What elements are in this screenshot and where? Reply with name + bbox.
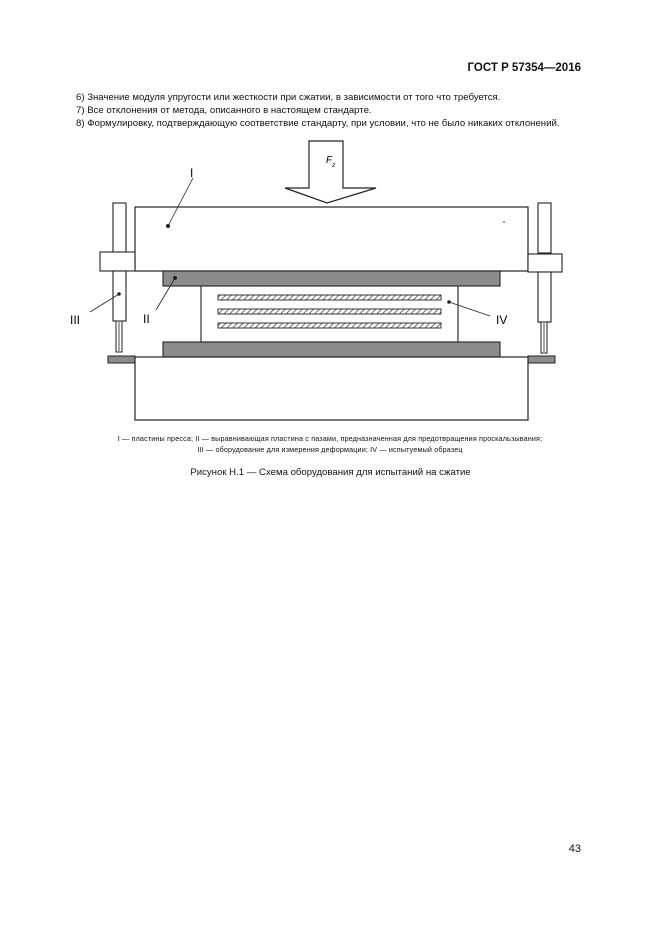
force-arrow xyxy=(285,141,376,203)
label-I: I xyxy=(190,166,194,180)
specimen-layer xyxy=(218,309,441,314)
label-III: III xyxy=(70,313,81,327)
document-header: ГОСТ Р 57354—2016 xyxy=(467,62,581,74)
list-item: 6) Значение модуля упругости или жесткости при сжатии, в зависимости от того что требуется. xyxy=(76,92,501,103)
legend-line: I — пластины пресса; II — выравнивающая пластина с пазами, предназначенная для предотвращения проскальзывания; xyxy=(117,434,543,443)
specimen-layer xyxy=(218,323,441,328)
figure-legend xyxy=(60,434,600,455)
right-base-strip xyxy=(528,356,555,363)
left-gauge-body xyxy=(113,271,126,321)
left-guide-rod xyxy=(113,203,126,253)
list-item: 8) Формулировку, подтверждающую соответствие стандарту, при условии, что не было никаких отклонений. xyxy=(76,118,560,129)
page-number: 43 xyxy=(568,843,581,855)
figure-caption: Рисунок Н.1 — Схема оборудования для испытаний на сжатие xyxy=(190,467,471,478)
left-base-strip xyxy=(108,356,135,363)
label-IV: IV xyxy=(496,313,508,327)
label-II: II xyxy=(143,312,150,326)
right-guide-rod xyxy=(538,203,551,253)
force-label: $F_z$ xyxy=(326,155,336,169)
left-clamp xyxy=(100,252,135,271)
upper-plate-dot xyxy=(503,221,505,223)
lower-grooved-plate xyxy=(163,342,500,357)
lower-press-plate xyxy=(135,357,528,420)
upper-press-plate xyxy=(135,207,528,271)
list-item: 7) Все отклонения от метода, описанного в настоящем стандарте. xyxy=(76,105,372,116)
requirements-list xyxy=(76,91,559,130)
upper-grooved-plate xyxy=(163,271,500,286)
right-clamp xyxy=(528,254,562,272)
right-gauge-body xyxy=(538,272,551,322)
specimen-layer xyxy=(218,295,441,300)
legend-line: III — оборудование для измерения деформации; IV — испытуемый образец xyxy=(197,444,463,454)
compression-test-diagram xyxy=(0,130,661,425)
